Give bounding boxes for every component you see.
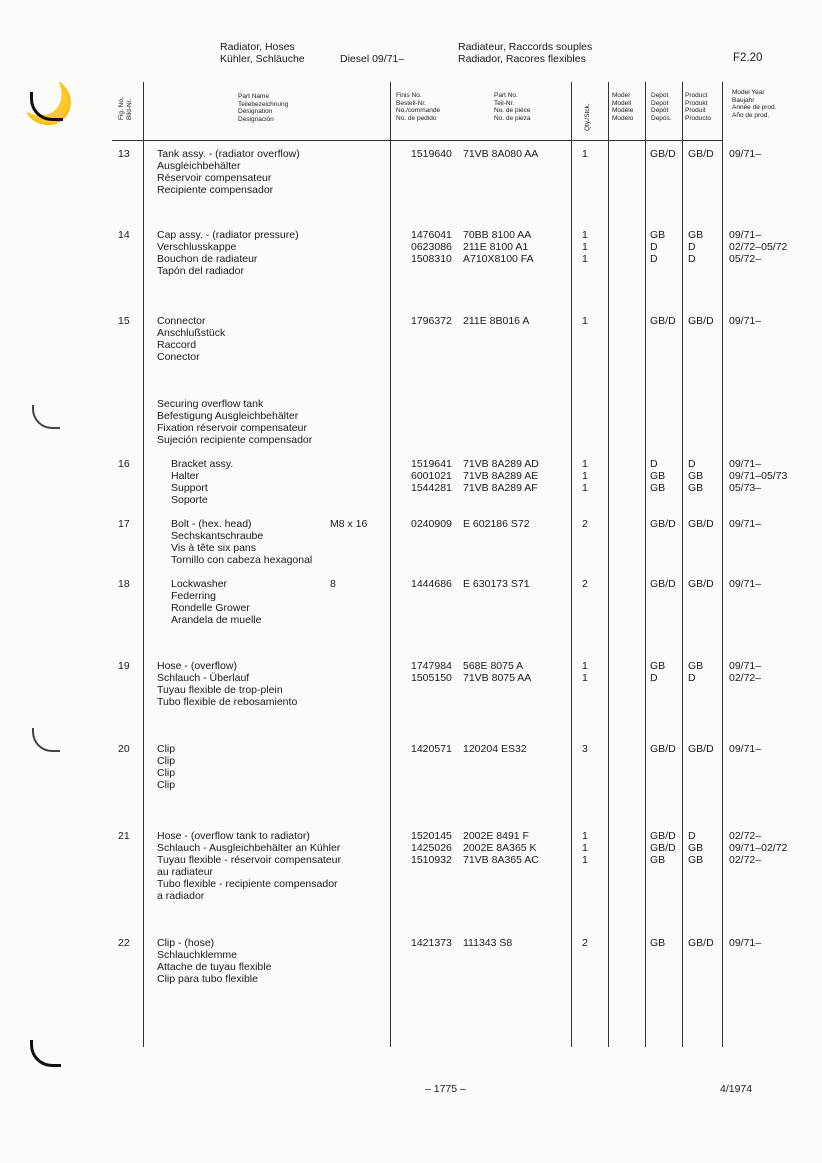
- grid-line: [571, 82, 572, 1047]
- part-name: Clip: [157, 755, 176, 767]
- col-part-no: No. de pieza: [494, 114, 531, 122]
- depot-code: GB: [650, 470, 666, 482]
- product-code: D: [688, 253, 696, 265]
- title-en: Radiator, Hoses: [220, 41, 295, 53]
- quantity: 1: [582, 660, 588, 672]
- part-name: Clip: [157, 779, 176, 791]
- quantity: 2: [582, 518, 588, 530]
- part-number: 70BB 8100 AA: [463, 229, 532, 241]
- part-name: Clip: [157, 743, 176, 755]
- finis-number: 1519641: [411, 458, 452, 470]
- quantity: 1: [582, 830, 588, 842]
- col-model: Model: [612, 92, 630, 99]
- product-code: GB/D: [688, 937, 714, 949]
- finis-number: 1796372: [411, 315, 452, 327]
- part-name: Tubo flexible - recipiente compensador: [157, 878, 338, 890]
- fig-number: 17: [118, 518, 130, 530]
- finis-number: 1421373: [411, 937, 452, 949]
- model-year: 05/72–: [729, 253, 762, 265]
- model-year: 09/71–: [729, 315, 762, 327]
- product-code: GB/D: [688, 578, 714, 590]
- binder-hole-mark: [30, 1040, 61, 1067]
- quantity: 1: [582, 672, 588, 684]
- part-name: Securing overflow tank: [157, 398, 264, 410]
- quantity: 2: [582, 937, 588, 949]
- product-code: D: [688, 241, 696, 253]
- part-number: A710X8100 FA: [463, 253, 534, 265]
- fig-number: 16: [118, 458, 130, 470]
- col-part-name: Teilebezeichnung: [238, 100, 289, 108]
- product-code: GB/D: [688, 518, 714, 530]
- part-name: a radiador: [157, 890, 205, 902]
- part-number: 2002E 8491 F: [463, 830, 529, 842]
- part-number: E 630173 S71: [463, 578, 530, 590]
- part-name: Vis à tête six pans: [171, 542, 257, 554]
- col-product: Produit: [685, 107, 706, 114]
- model-year: 09/71–02/72: [729, 842, 788, 854]
- fig-number: 13: [118, 148, 130, 160]
- depot-code: GB: [650, 229, 666, 241]
- part-number: 568E 8075 A: [463, 660, 524, 672]
- quantity: 2: [582, 578, 588, 590]
- part-number: 211E 8B016 A: [463, 315, 530, 327]
- part-name: Schlauch - Ausgleichbehälter an Kühler: [157, 842, 341, 854]
- part-name: Sujeción recipiente compensador: [157, 434, 313, 446]
- fig-number: 20: [118, 743, 130, 755]
- page-code: F2.20: [733, 52, 763, 64]
- part-name: Lockwasher: [171, 578, 228, 590]
- col-part-no: Teil-Nr.: [494, 99, 515, 107]
- part-name: Schlauch - Überlauf: [157, 672, 250, 684]
- col-part-no: Part No.: [494, 92, 518, 99]
- product-code: GB/D: [688, 315, 714, 327]
- depot-code: GB/D: [650, 842, 676, 854]
- model-year: 09/71–: [729, 937, 762, 949]
- grid-line: [608, 82, 609, 1047]
- col-part-name: Désignation: [238, 108, 273, 115]
- col-qty: Qty./Stck.: [584, 103, 591, 131]
- part-name: Support: [171, 482, 208, 494]
- finis-number: 1510932: [411, 854, 452, 866]
- title-es: Radiador, Racores flexibles: [458, 53, 586, 65]
- product-code: D: [688, 458, 696, 470]
- product-code: GB: [688, 482, 704, 494]
- quantity: 1: [582, 253, 588, 265]
- part-name: Réservoir compensateur: [157, 172, 272, 184]
- col-part-name: Part Name: [238, 93, 270, 100]
- col-depot: Depot: [651, 92, 669, 99]
- finis-number: 1425026: [411, 842, 452, 854]
- part-name: Hose - (overflow): [157, 660, 237, 672]
- title-de: Kühler, Schläuche: [220, 53, 305, 65]
- part-number: 2002E 8A365 K: [463, 842, 537, 854]
- part-number: E 602186 S72: [463, 518, 530, 530]
- quantity: 1: [582, 458, 588, 470]
- product-code: GB: [688, 470, 704, 482]
- part-name: Tuyau flexible - réservoir compensateur: [157, 854, 342, 866]
- finis-number: 1508310: [411, 253, 452, 265]
- fig-number: 15: [118, 315, 130, 327]
- part-number: 111343 S8: [463, 937, 513, 949]
- part-number: 71VB 8A080 AA: [463, 148, 539, 160]
- part-name: Connector: [157, 315, 206, 327]
- col-depot: Depós.: [651, 114, 672, 122]
- finis-number: 0240909: [411, 518, 452, 530]
- depot-code: D: [650, 458, 658, 470]
- fig-number: 18: [118, 578, 130, 590]
- quantity: 3: [582, 743, 588, 755]
- finis-number: 1544281: [411, 482, 452, 494]
- part-name: Anschlußstück: [157, 327, 226, 339]
- depot-code: GB: [650, 854, 666, 866]
- part-name: Tank assy. - (radiator overflow): [157, 148, 300, 160]
- depot-code: GB/D: [650, 830, 676, 842]
- part-name: Cap assy. - (radiator pressure): [157, 229, 299, 241]
- part-name: Federring: [171, 590, 216, 602]
- part-name: Raccord: [157, 339, 197, 351]
- model-year: 09/71–: [729, 148, 762, 160]
- part-name: Halter: [171, 470, 200, 482]
- part-name: Soporte: [171, 494, 208, 506]
- part-name: Hose - (overflow tank to radiator): [157, 830, 310, 842]
- product-code: GB: [688, 660, 704, 672]
- grid-line: [143, 82, 144, 1047]
- depot-code: GB/D: [650, 578, 676, 590]
- model-year: 05/73–: [729, 482, 762, 494]
- part-number: 71VB 8A289 AF: [463, 482, 538, 494]
- engine-label: Diesel 09/71–: [340, 53, 405, 65]
- col-model-year: Baujahr: [732, 96, 755, 104]
- part-name: Arandela de muelle: [171, 614, 262, 626]
- product-code: GB/D: [688, 743, 714, 755]
- col-finis-no: Bestell-Nr.: [396, 99, 426, 107]
- part-name: Conector: [157, 351, 200, 363]
- quantity: 1: [582, 842, 588, 854]
- part-name: Tubo flexible de rebosamiento: [157, 696, 298, 708]
- finis-number: 1476041: [411, 229, 452, 241]
- quantity: 1: [582, 315, 588, 327]
- product-code: GB/D: [688, 148, 714, 160]
- part-number: 120204 ES32: [463, 743, 527, 755]
- grid-line: [390, 82, 391, 1047]
- model-year: 02/72–05/72: [729, 241, 788, 253]
- finis-number: 1747984: [411, 660, 452, 672]
- col-product: Produkt: [685, 99, 708, 107]
- finis-number: 1420571: [411, 743, 452, 755]
- part-name: Befestigung Ausgleichbehälter: [157, 410, 299, 422]
- model-year: 09/71–: [729, 578, 762, 590]
- depot-code: GB: [650, 937, 666, 949]
- part-name: Tuyau flexible de trop-plein: [157, 684, 283, 696]
- quantity: 1: [582, 229, 588, 241]
- part-name: Clip: [157, 767, 176, 779]
- depot-code: GB/D: [650, 743, 676, 755]
- depot-code: GB/D: [650, 518, 676, 530]
- col-fig-no: Fig. No.: [118, 97, 125, 120]
- col-product: Producto: [685, 114, 712, 122]
- part-name: Clip - (hose): [157, 937, 215, 949]
- part-number: 71VB 8A289 AE: [463, 470, 539, 482]
- model-year: 09/71–: [729, 518, 762, 530]
- part-spec: M8 x 16: [330, 518, 368, 530]
- col-finis-no: Finis No.: [396, 92, 422, 99]
- part-spec: 8: [330, 578, 336, 590]
- part-name: Attache de tuyau flexible: [157, 961, 272, 973]
- col-model-year: Model Year: [732, 89, 765, 96]
- col-product: Product: [685, 92, 708, 99]
- binder-hole-mark: [32, 728, 60, 752]
- depot-code: D: [650, 241, 658, 253]
- part-name: Bouchon de radiateur: [157, 253, 258, 265]
- model-year: 02/72–: [729, 830, 762, 842]
- part-name: Bracket assy.: [171, 458, 234, 470]
- fig-number: 21: [118, 830, 130, 842]
- quantity: 1: [582, 470, 588, 482]
- depot-code: GB/D: [650, 148, 676, 160]
- col-model-year: Año de prod.: [732, 111, 770, 119]
- part-name: Sechskantschraube: [171, 530, 264, 542]
- quantity: 1: [582, 482, 588, 494]
- part-name: Schlauchklemme: [157, 949, 237, 961]
- depot-code: D: [650, 253, 658, 265]
- part-number: 211E 8100 A1: [463, 241, 529, 253]
- col-model-year: Année de prod.: [732, 104, 777, 111]
- quantity: 1: [582, 854, 588, 866]
- col-model: Modelo: [612, 114, 634, 122]
- product-code: GB: [688, 842, 704, 854]
- part-name: Fixation réservoir compensateur: [157, 422, 307, 434]
- col-finis-no: No. de pedido: [396, 114, 437, 122]
- depot-code: GB/D: [650, 315, 676, 327]
- depot-code: GB: [650, 660, 666, 672]
- print-date: 4/1974: [720, 1083, 753, 1095]
- fig-number: 19: [118, 660, 130, 672]
- finis-number: 1444686: [411, 578, 452, 590]
- model-year: 02/72–: [729, 854, 762, 866]
- finis-number: 6001021: [411, 470, 452, 482]
- model-year: 09/71–: [729, 458, 762, 470]
- finis-number: 1519640: [411, 148, 452, 160]
- part-name: Bolt - (hex. head): [171, 518, 252, 530]
- finis-number: 0623086: [411, 241, 452, 253]
- part-number: 71VB 8075 AA: [463, 672, 532, 684]
- part-number: 71VB 8A289 AD: [463, 458, 539, 470]
- part-name: Tapón del radiador: [157, 265, 244, 277]
- product-code: GB: [688, 854, 704, 866]
- fig-number: 14: [118, 229, 130, 241]
- fig-number: 22: [118, 937, 130, 949]
- page-number: – 1775 –: [425, 1083, 466, 1095]
- finis-number: 1520145: [411, 830, 452, 842]
- col-part-no: No. de pièce: [494, 107, 531, 114]
- quantity: 1: [582, 148, 588, 160]
- col-model: Modèle: [612, 107, 634, 114]
- product-code: D: [688, 830, 696, 842]
- part-name: Tornillo con cabeza hexagonal: [171, 554, 313, 566]
- binder-hole-mark: 🌙: [24, 82, 74, 126]
- col-part-name: Designación: [238, 115, 274, 123]
- part-number: 71VB 8A365 AC: [463, 854, 539, 866]
- grid-line: [645, 82, 646, 1047]
- grid-line: [722, 82, 723, 1047]
- product-code: D: [688, 672, 696, 684]
- col-model: Modell: [612, 99, 632, 107]
- col-depot: Depot: [651, 99, 669, 107]
- depot-code: GB: [650, 482, 666, 494]
- part-name: Ausgleichbehälter: [157, 160, 241, 172]
- part-name: Rondelle Grower: [171, 602, 250, 614]
- col-fig-no: Bild-Nr.: [126, 98, 133, 120]
- part-name: Verschlusskappe: [157, 241, 237, 253]
- col-depot: Dépôt: [651, 107, 669, 114]
- col-finis-no: No./commande: [396, 107, 441, 114]
- model-year: 09/71–: [729, 229, 762, 241]
- title-fr: Radiateur, Raccords souples: [458, 41, 593, 53]
- part-name: Recipiente compensador: [157, 184, 274, 196]
- part-name: Clip para tubo flexible: [157, 973, 258, 985]
- product-code: GB: [688, 229, 704, 241]
- binder-hole-mark: [32, 405, 60, 429]
- part-name: au radiateur: [157, 866, 214, 878]
- model-year: 09/71–: [729, 660, 762, 672]
- finis-number: 1505150: [411, 672, 452, 684]
- quantity: 1: [582, 241, 588, 253]
- grid-line: [682, 82, 683, 1047]
- model-year: 09/71–05/73: [729, 470, 788, 482]
- header-divider: [112, 140, 722, 141]
- model-year: 09/71–: [729, 743, 762, 755]
- depot-code: D: [650, 672, 658, 684]
- model-year: 02/72–: [729, 672, 762, 684]
